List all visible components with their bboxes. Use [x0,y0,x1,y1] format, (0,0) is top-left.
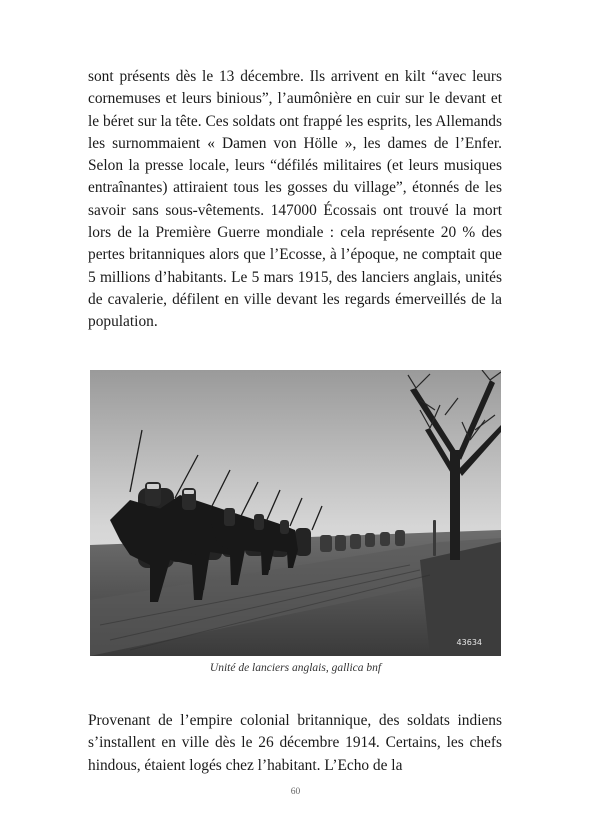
plate-number: 43634 [456,638,482,647]
figure-caption: Unité de lanciers anglais, gallica bnf [209,662,382,674]
body-paragraph-bottom: Provenant de l’empire colonial britannique, des soldats indiens s’installent en ville dès le 26 décembre 1914. Certains, les chefs hindous, étaient logés chez l’habitant. L’Echo de la [88,712,502,774]
page-number: 60 [290,787,301,797]
body-paragraph-top: sont présents dès le 13 décembre. Ils arrivent en kilt “avec leurs cornemuses et leurs binious”, l’aumônière en cuir sur le devant et le béret sur la tête. Ces soldats ont frappé les esprits, les Allemands les surnommaient « Damen von Hölle », les dames de l’Enfer. Selon la presse locale, leurs “défilés militaires (et leurs musiques entraînantes) attiraient tous les gosses du village”, étonnés de les savoir sans sous-vêtements. 147000 Écossais ont trouvé la mort lors de la Première Guerre mondiale : cela représente 20 % des pertes britanniques alors que l’Ecosse, à l’époque, ne comptait que 5 millions d’habitants. Le 5 mars 1915, des lanciers anglais, unités de cavalerie, défilent en ville devant les regards émerveillés de la population. [88,68,502,331]
lancers-photograph [90,370,501,656]
